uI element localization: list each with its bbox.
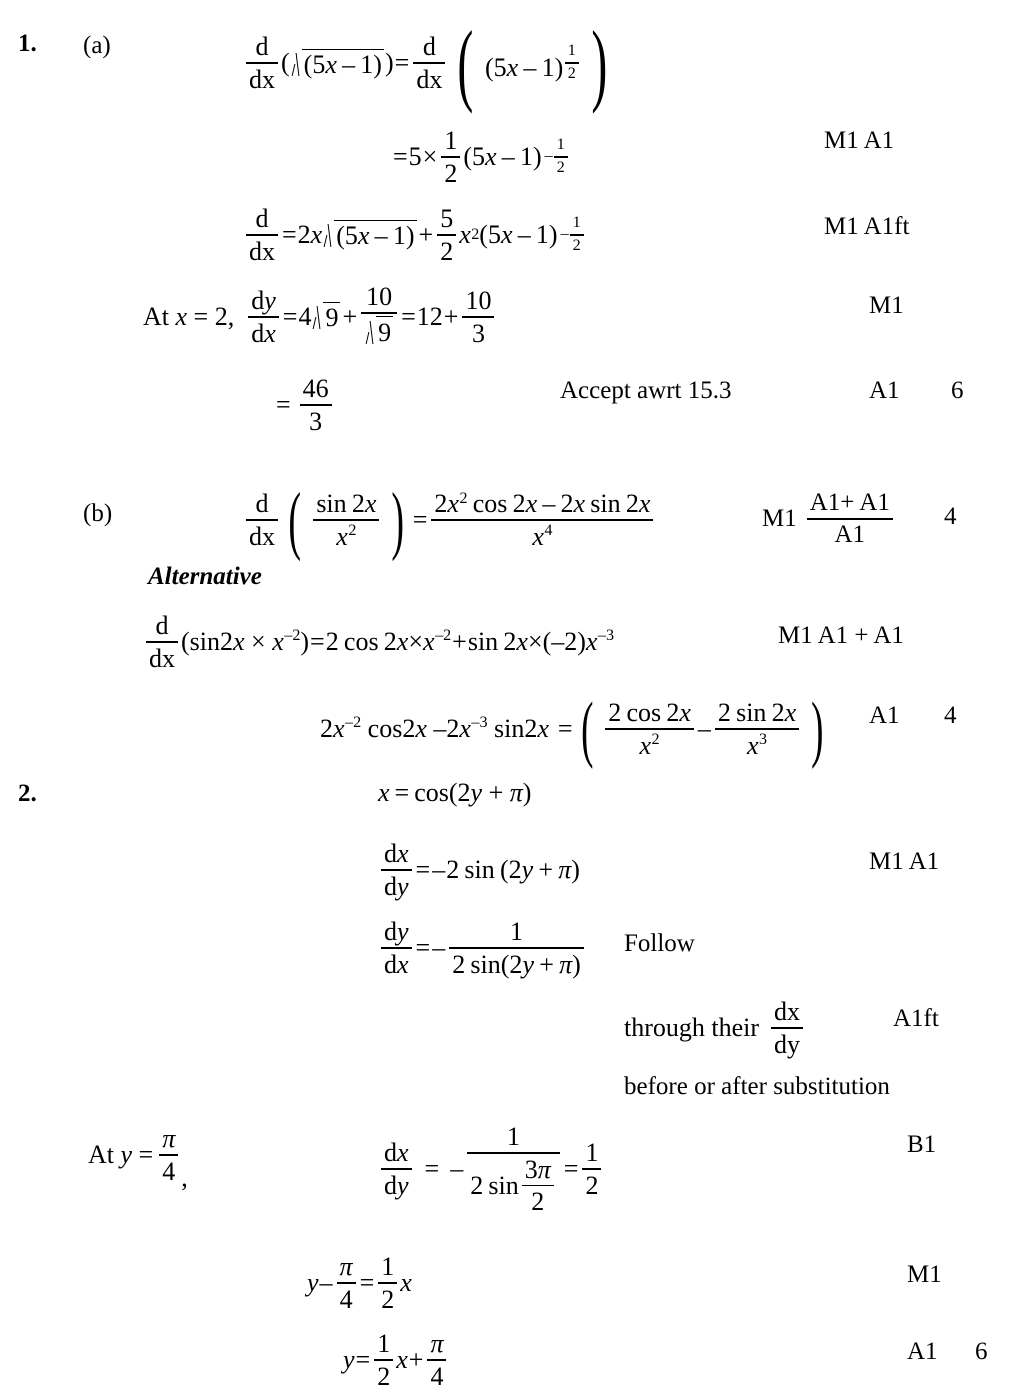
total-marks-q2: 6 [975,1338,988,1365]
dx-denominator: dx [251,318,276,348]
exponent-negative-one-half: – $\frac{1}{2}$ [561,215,585,254]
numerator-pi: π [339,1252,353,1281]
square-root-radical-9 [312,302,340,331]
mark-fraction-numerator: A1+ A1 [809,489,890,516]
fraction-bar [554,156,568,158]
exp-denominator: 2 [567,64,576,82]
fraction-bar [381,869,412,871]
d-numerator: d [155,611,169,640]
numerator-forty-six: 46 [302,374,329,403]
minus-sign: – [432,932,446,962]
plus-sign: + [342,301,358,331]
fraction-bar [462,316,494,318]
denominator-two: 2 [444,158,458,188]
numerator-pi: π [162,1124,176,1153]
sin2x-over-x-squared-fraction [313,490,379,550]
variable-y: y [307,1267,319,1297]
one-half-fraction [378,1253,397,1313]
variable-x: x [378,778,390,807]
total-marks-q1b-alt: 4 [944,702,957,729]
radicand-nine: 9 [325,303,339,333]
exp-numerator: 1 [556,136,565,154]
exponent-negative-three: –3 [471,714,488,732]
fraction-bar [374,1359,393,1361]
coefficient-four: 4 [298,301,312,331]
ten-over-root-nine-fraction [361,283,397,351]
fraction-bar [441,156,460,158]
q2-line-1-expression [378,780,531,806]
variable-x: x [396,1344,408,1374]
coefficient-five: 5 [408,141,422,171]
dx-denominator-2: dx [416,64,443,94]
denominator-four: 4 [162,1156,176,1186]
mark-q2-line-8: A1 [907,1338,938,1365]
numerator-one: 1 [381,1252,395,1281]
equals-sign: = [282,219,297,249]
fraction-bar [378,1282,397,1284]
at-label: At y = [88,1139,154,1169]
mark-q1a-line-3: M1 A1ft [824,213,910,240]
exponent-two: 2 [651,731,660,749]
fraction-bar [605,728,694,730]
note-before-or-after-substitution: before or after substitution [624,1073,890,1100]
dx-over-dy-fraction [381,1139,412,1199]
minus-sign: – [432,854,446,884]
forty-six-thirds-fraction [300,375,332,435]
five-halves-fraction [437,205,456,265]
denominator-three: 3 [309,406,323,436]
q1b-alt-line-2-expression [320,688,831,770]
dy-denominator: dy [774,1029,801,1059]
note-follow: Follow [624,930,695,957]
exponent-negative-two: –2 [284,627,301,645]
three-pi-over-two-fraction [522,1156,554,1216]
numerator-one: 1 [377,1329,391,1358]
pi-over-four-fraction [159,1125,178,1185]
exponent-negative-three: –3 [597,627,615,645]
variable-x: x [400,1267,412,1297]
note-accept-awrt: Accept awrt 15.3 [560,377,732,404]
large-parentheses-group [281,478,412,562]
times-sign: × [422,141,438,171]
numerator-one: 1 [585,1138,599,1168]
dy-over-dx-fraction [248,287,279,347]
q1a-line-2-expression [392,127,569,187]
minus-sign: – [319,1267,333,1297]
large-parentheses-group [574,688,831,770]
minus-sign: – [450,1154,464,1184]
term-2x: 2x [297,219,323,249]
equals-sign: = [394,778,410,807]
fraction-bar [437,234,456,236]
large-parentheses-group [448,12,615,114]
fraction-bar [146,641,178,643]
dx-denominator: dx [384,949,409,979]
note-through-their: through their [624,1012,760,1042]
exponent-one-half [564,42,580,82]
q2-line-7-expression [307,1253,412,1313]
fraction-bar [449,947,584,949]
open-paren: ( [281,48,290,77]
q2-line-6-expression [378,1123,604,1215]
first-term: 2 $\cos 2x\times x^{-2}$ [325,626,452,656]
dy-denominator: dy [384,871,409,901]
mark-m1: M1 [762,505,797,533]
exponent-four: 4 [544,522,553,540]
equals-sign: = [359,1267,375,1297]
exp-numerator: 1 [572,214,581,232]
numerator-ten: 10 [465,286,492,316]
fraction-bar [807,518,893,520]
mark-q1a-line-4: M1 [869,292,904,319]
minus-sign: – [697,714,711,743]
equals-sign: = [355,1344,371,1374]
two-sin-2x-over-x-cubed-fraction [715,699,799,759]
total-marks-q1a: 6 [951,377,964,404]
dy-over-dx-fraction [381,918,412,978]
radicand-nine: 9 [378,317,392,347]
ten-thirds-fraction [462,287,494,347]
mark-q2-line-4: A1ft [893,1005,939,1032]
q1a-line-1-expression [243,12,615,114]
equals-sign: = [276,389,291,419]
equals-sign: = [412,505,428,534]
fraction-bar [313,519,379,521]
large-close-paren: ) [811,688,824,770]
fraction-bar [467,1152,560,1154]
mark-q2-line-2: M1 A1 [869,848,940,875]
equals-sign-2: = [401,301,416,331]
paren-content: (5x – 1) $^{\frac{1}{2}}$ [482,43,583,82]
product-expression: $(\sin 2x \times x^{-2})$ [181,626,310,656]
numerator-three-pi: 3π [524,1154,551,1184]
denominator-x-squared: $x^2$ [639,730,660,760]
sine-term: 2 sin (2y + π) [446,854,580,884]
mark-q1b-alt-line-1: M1 A1 + A1 [778,622,904,649]
fraction-bar [413,62,445,64]
d-numerator: d [255,489,269,519]
mark-q1a-line-5: A1 [869,377,900,404]
dx-numerator: dx [384,1138,409,1168]
numerator-five: 5 [440,204,454,233]
d-over-dx-fraction [246,490,278,550]
equals-sign: = [557,714,573,743]
one-half-fraction [554,137,568,176]
mark-block-q1b [762,490,896,548]
exp-denominator: 2 [572,236,581,254]
denominator-two: 2 [440,236,454,266]
denominator-three: 3 [471,318,485,348]
numerator-pi: π [430,1329,444,1358]
denominator-two-sin: 2 sin(2y + π) [452,949,581,979]
fraction-bar [381,947,412,949]
comma: , [181,1162,188,1192]
one-half-fraction [441,127,460,187]
denominator-root-nine [361,316,397,351]
square-root-radical [323,220,416,249]
dx-over-dy-fraction [771,998,803,1058]
fraction-bar [715,728,799,730]
numerator-one: 1 [444,126,458,155]
q1b-alt-line-1-expression [143,612,614,672]
equals-sign: = [415,932,431,962]
pi-over-four-fraction [427,1330,446,1390]
dy-numerator: dy [384,917,409,946]
equals-sign: = [424,1154,440,1184]
close-paren: ) [384,48,394,77]
large-open-paren: ( [457,12,474,114]
q2-line-6-prefix [88,1124,188,1192]
fraction-bar [522,1185,554,1187]
fraction-bar [570,234,584,236]
total-marks-q1b: 4 [944,503,957,530]
paren-content [308,490,384,550]
dx-denominator: dx [249,64,275,94]
numerator-sin-2x: sin 2x [316,489,377,519]
numerator-two-sin-2x: 2 sin 2x [717,698,797,728]
left-side-terms: $2x^{-2}$ cos2x $-2x^{-3}$ sin2x [320,714,549,743]
one-half-fraction [565,43,579,82]
variable-y: y [343,1344,355,1374]
one-half-fraction [570,215,584,254]
large-close-paren: ) [391,478,405,562]
cosine-expression: cos(2y + π) [414,778,532,807]
one-half-fraction [582,1139,601,1199]
one-over-two-sin-three-pi-halves-fraction [467,1123,560,1215]
q2-line-2-expression [378,840,580,900]
bracket-term: (5x – 1) [479,219,558,249]
q1a-line-3-expression: $\frac{d}{dx}$ = 2x (5x – 1) + $\frac{5}{2}$ x 2 (5x – 1) – $\frac{1}{2}$ [243,205,585,265]
fraction-bar [246,519,278,521]
question-number-1: 1. [18,30,37,57]
plus-sign: + [418,219,434,249]
mark-q1a-line-2: M1 A1 [824,127,895,154]
part-label-1a: (a) [83,32,111,59]
numerator-ten: 10 [366,282,393,311]
plus-sign-2: + [443,301,459,331]
fraction-bar [246,62,278,64]
square-root-radical [291,49,384,78]
exponent-three: 3 [759,731,768,749]
q1a-line-5-expression [275,375,335,435]
large-close-paren: ) [591,12,608,114]
exponent-negative-one-half: – $\frac{1}{2}$ [545,137,569,176]
dx-denominator: dx [149,643,175,673]
numerator-two-cos-2x: 2 cos 2x [608,698,691,728]
one-half-fraction [374,1330,393,1390]
exponent-negative-two-b: –2 [435,627,452,645]
value-twelve: 12 [416,301,443,331]
q1b-line-1-expression [243,478,656,562]
equals-sign: = [415,854,431,884]
d-over-dx-fraction [146,612,178,672]
q2-line-3-expression [378,918,587,978]
d-numerator: d [255,204,269,233]
mark-fraction [807,490,893,548]
denominator-two: 2 [377,1361,391,1391]
fraction-bar [246,234,278,236]
denominator-two: 2 [381,1284,395,1314]
numerator-one: 1 [509,917,523,946]
exponent-two: 2 [348,522,357,540]
q1a-line-4-expression [143,283,497,351]
fraction-bar [565,62,579,64]
exp-denominator: 2 [556,158,565,176]
dy-denominator: dy [384,1170,409,1200]
dx-numerator: dx [384,839,409,868]
fraction-bar [361,312,397,314]
denominator-two-sin-three-pi-over-two: 2 sin $\frac{3\pi}{2}$ [467,1156,560,1216]
equals-sign: = [310,626,325,656]
pi-over-four-fraction [337,1253,356,1313]
mark-q1b-alt-line-2: A1 [869,702,900,729]
question-number-2: 2. [18,780,37,807]
paren-content [600,699,804,759]
equals-sign-2: = [563,1154,579,1184]
bracket-term: (5x – 1) [463,141,542,171]
numerator-quotient: $2x^2$ cos 2x – 2x sin 2x [434,489,651,519]
fraction-bar [159,1154,178,1156]
d-over-dx-fraction [246,33,278,93]
equals-sign: = [282,301,298,331]
dy-numerator: dy [251,286,276,316]
large-open-paren: ( [580,688,594,770]
mark-q2-line-7: M1 [907,1261,942,1288]
denominator-four: 4 [430,1361,444,1391]
mark-fraction-denominator: A1 [834,520,866,548]
alternative-method-heading: Alternative [148,563,262,590]
part-label-1b: (b) [83,500,113,527]
q2-line-8-expression [343,1330,449,1390]
fraction-bar [381,1168,412,1170]
denominator-four: 4 [339,1284,353,1314]
d-over-dx-fraction-2 [413,33,445,93]
exponent-negative-two: –2 [345,714,362,732]
denominator-x-squared: $x^2$ [336,521,357,551]
fraction-bar [300,404,332,406]
denominator-two: 2 [531,1187,545,1217]
numerator-one: 1 [507,1122,520,1151]
radicand: (5x – 1) [336,221,415,251]
fraction-bar [337,1282,356,1284]
radicand: (5x – 1) [303,49,382,79]
dx-denominator: dx [249,521,275,551]
one-over-two-sin-fraction [449,918,584,978]
plus-sign: + [408,1344,424,1374]
fraction-bar [427,1359,446,1361]
dx-over-dy-fraction [381,840,412,900]
denominator-x-fourth: $x^4$ [532,521,553,551]
dx-numerator: dx [774,997,801,1026]
square-root-radical-9b [365,316,393,346]
q2-line-4-note [624,998,806,1058]
two-cos-2x-over-x-squared-fraction [605,699,694,759]
equals-sign: = [394,48,410,77]
dx-denominator: dx [249,236,275,266]
fraction-bar [431,519,653,521]
second-term: $\sin 2x\times(-2)x^{-3}$ [467,626,615,656]
d-over-dx-fraction [246,205,278,265]
fraction-bar [248,316,279,318]
at-label: At x = 2, [143,301,235,331]
large-open-paren: ( [288,478,301,562]
plus-sign: + [452,626,467,656]
denominator-x-cubed: $x^3$ [746,730,768,760]
fraction-bar [582,1168,601,1170]
d-numerator: d [255,32,269,62]
equals-sign: = [393,141,408,171]
quotient-result-fraction [431,490,653,550]
exp-numerator: 1 [567,42,576,60]
exponent-two: 2 [459,489,468,507]
variable-x: x [459,219,471,249]
denominator-two: 2 [585,1170,599,1200]
fraction-bar [771,1027,803,1029]
d-numerator-2: d [422,32,436,62]
mark-q2-line-6: B1 [907,1131,937,1158]
